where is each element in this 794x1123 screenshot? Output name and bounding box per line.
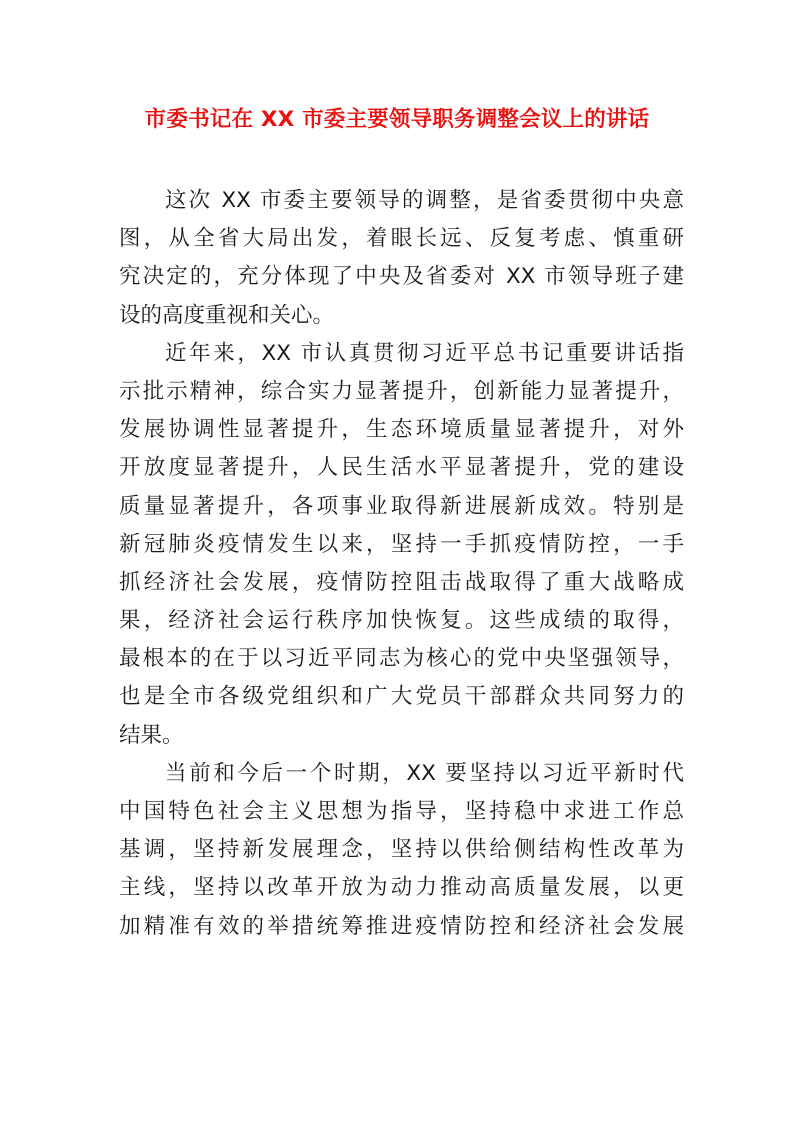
paragraph-1: [119, 182, 684, 335]
paragraph-line: 发展协调性显著提升，生态环境质量显著提升，对外: [119, 417, 684, 443]
paragraph-line: 抓经济社会发展，疫情防控阻击战取得了重大战略成: [119, 569, 684, 595]
paragraph-line: 新冠肺炎疫情发生以来，坚持一手抓疫情防控，一手: [119, 531, 684, 557]
paragraph-line: 开放度显著提升，人民生活水平显著提升，党的建设: [119, 455, 684, 481]
paragraph-line: 近年来，XX 市认真贯彻习近平总书记重要讲话指: [165, 340, 684, 366]
paragraph-line: 图，从全省大局出发，着眼长远、反复考虑、慎重研: [119, 226, 684, 252]
paragraph-2: [119, 335, 684, 755]
paragraph-line: 加精准有效的举措统筹推进疫情防控和经济社会发展: [119, 913, 684, 939]
paragraph-line: 设的高度重视和关心。: [119, 302, 335, 328]
paragraph-line: 中国特色社会主义思想为指导，坚持稳中求进工作总: [119, 799, 684, 824]
paragraph-3: [119, 755, 684, 946]
paragraph-line: 这次 XX 市委主要领导的调整，是省委贯彻中央意: [165, 188, 684, 213]
paragraph-line: 结果。: [119, 722, 184, 748]
paragraph-line: 当前和今后一个时期，XX 要坚持以习近平新时代: [165, 760, 684, 786]
paragraph-line: 基调，坚持新发展理念，坚持以供给侧结构性改革为: [119, 837, 684, 863]
paragraph-line: 质量显著提升，各项事业取得新进展新成效。特别是: [119, 493, 684, 519]
paragraph-line: 示批示精神，综合实力显著提升，创新能力显著提升，: [119, 378, 684, 404]
paragraph-line: 究决定的，充分体现了中央及省委对 XX 市领导班子建: [119, 264, 684, 290]
paragraph-line: 果，经济社会运行秩序加快恢复。这些成绩的取得，: [119, 608, 684, 634]
paragraph-line: 最根本的在于以习近平同志为核心的党中央坚强领导，: [119, 646, 684, 672]
paragraph-line: 主线，坚持以改革开放为动力推动高质量发展，以更: [119, 875, 684, 901]
document-body: [119, 182, 684, 946]
paragraph-line: 也是全市各级党组织和广大党员干部群众共同努力的: [119, 684, 684, 710]
document-title: 市委书记在 XX 市委主要领导职务调整会议上的讲话: [144, 107, 650, 132]
